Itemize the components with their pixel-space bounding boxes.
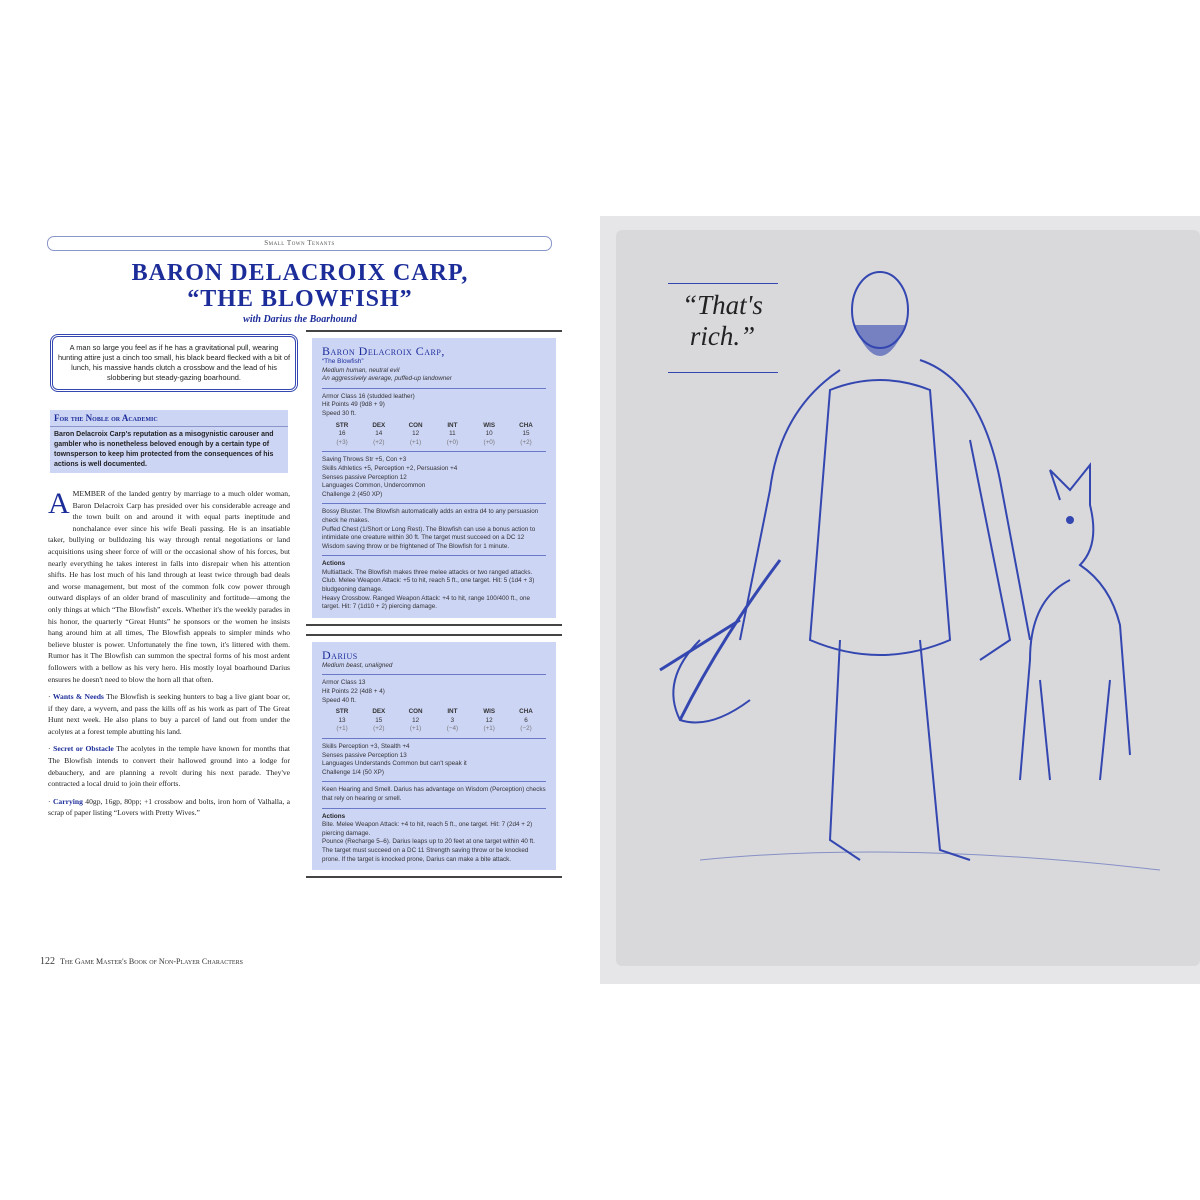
ability-wis [475, 422, 503, 448]
book-title: The Game Master's Book of Non-Player Characters [60, 957, 243, 966]
secret-text: The acolytes in the temple have known for months that The Blowfish intends to convert their hallowed ground into a lodge for debauchery, and are planning a revolt during his next parade. They've contracted a local druid to join their efforts. [48, 744, 291, 789]
ability-name: DEX [372, 421, 386, 429]
stat-epithet: “The Blowfish” [322, 358, 364, 365]
ground-line [700, 852, 1160, 870]
ability-mod: (+0) [483, 438, 495, 446]
speed: Speed 30 ft. [322, 409, 356, 417]
stat-trait: Bossy Bluster. The Blowfish automatically adds an extra d4 to any persuasion check he makes. [322, 508, 539, 524]
stat-detail: Saving Throws Str +5, Con +3 [322, 456, 407, 464]
ability-name: STR [335, 708, 349, 716]
carrying-paragraph: · Carrying 40gp, 16gp, 80pp; +1 crossbow and bolts, iron horn of Valhalla, a scrap of paper listing “Lovers with Pretty Wives.” [48, 796, 290, 818]
stat-action: Club. Melee Weapon Attack: +5 to hit, reach 5 ft., one target. Hit: 5 (1d4 + 3) bludgeoning damage. [322, 577, 535, 594]
ability-name: STR [335, 421, 349, 429]
ability-scores [328, 708, 540, 734]
wants-paragraph: · Wants & Needs The Blowfish is seeking hunters to bag a live giant boar or, if they dare, a wyvern, and pass the kills off as his work as part of The Great Hunt next week. He also plans to buy a parcel of land out from under the acolytes at a forest temple abutting his land. [48, 692, 290, 736]
hit-points: Hit Points 22 (4d8 + 4) [322, 688, 385, 696]
stat-block-darius [312, 642, 556, 870]
body-paragraph: MEMBER of the landed gentry by marriage to a much older woman, Baron Delacroix Carp has presided over his considerable acreage and the town built on and around it with equal parts ineptitude and nonchalance ever since his wife Beali passing. He is an insatiable taker, bullying or bulldozing his way through rental negotiations or land acquisitions using sheer force of will or the occasional show of his forces, but nearly everything he takes interest in falls into disrepair when his attention shifts. He has lost much of his land through at least twice through bad deals and worse management, but most of the common folk cow power through outward displays of an older brand of masculinity and fortitude—among the only things at which “The Blowfish” excels. Whether it's the weekly parades in his honor, the quarterly “Great Hunts” he sponsors or the women he insists hang around him at all times, The Blowfish appeals to simpler minds who believe bluster is power. Unfortunately the fine town, it's littered with them. Rumor has it The Blowfish can summon the spectral forms of his most ardent followers with a bellow as his very hero. His mostly loyal boarhound Darius ensures he doesn't need to blow the horn all that often. [48, 489, 290, 684]
stat-name: Darius [322, 647, 358, 662]
title-line-2: “THE BLOWFISH” [187, 286, 413, 312]
ability-score: 12 [412, 430, 420, 438]
speed: Speed 40 ft. [322, 696, 356, 704]
stat-detail: Challenge 2 (450 XP) [322, 490, 383, 498]
stat-block-baron [312, 338, 556, 618]
stat-detail: Languages Understands Common but can't speak it [322, 760, 467, 768]
stat-detail: Challenge 1/4 (50 XP) [322, 768, 384, 776]
subtitle: with Darius the Boarhound [243, 314, 357, 325]
stat-action: Bite. Melee Weapon Attack: +4 to hit, reach 5 ft., one target. Hit: 7 (2d4 + 2) piercing damage. [322, 821, 533, 837]
ability-mod: (+2) [520, 438, 532, 446]
ability-name: CHA [519, 421, 533, 429]
secret-paragraph: · Secret or Obstacle The acolytes in the temple have known for months that The Blowfish intends to convert their hallowed ground into a lodge for debauchery, and are planning a revolt during his next parade. They've contracted a local druid to join their efforts. [48, 744, 291, 789]
ability-str [328, 708, 356, 734]
ability-score: 15 [375, 716, 383, 724]
page-footer [40, 956, 243, 967]
quote-line-1: “That's [682, 290, 763, 320]
ability-mod: (+2) [373, 725, 385, 733]
ability-int [438, 422, 466, 448]
title-line-1: BARON DELACROIX CARP, [131, 260, 469, 286]
stat-rule-bottom [306, 876, 562, 878]
wants-label: Wants & Needs [52, 692, 104, 702]
ability-mod: (+0) [446, 438, 459, 446]
ability-dex [365, 708, 393, 734]
ability-int [438, 708, 466, 734]
ability-scores [328, 422, 540, 448]
stat-action: Multiattack. The Blowfish makes three melee attacks or two ranged attacks. [322, 568, 533, 576]
ability-cha [512, 708, 540, 734]
ability-score: 6 [524, 716, 528, 724]
ability-mod: (+1) [336, 725, 348, 733]
stat-detail: Skills Athletics +5, Perception +2, Persuasion +4 [322, 464, 458, 472]
stat-block-column [312, 338, 556, 870]
ability-name: INT [447, 708, 458, 716]
sidebar-title: For the Noble or Academic [50, 410, 288, 427]
ability-name: WIS [483, 421, 496, 429]
quote-line-2: rich.” [689, 321, 756, 351]
stat-trait: Keen Hearing and Smell. Darius has advantage on Wisdom (Perception) checks that rely on hearing or smell. [322, 786, 546, 802]
stat-rule-bottom [306, 624, 562, 626]
stat-name: Baron Delacroix Carp, [322, 344, 445, 358]
actions-label: Actions [322, 812, 346, 820]
stat-detail: Senses passive Perception 13 [322, 751, 407, 759]
ability-score: 12 [412, 716, 420, 724]
boarhound-figure [1020, 465, 1130, 780]
ability-mod: (+1) [483, 725, 495, 733]
carrying-text: 40gp, 16gp, 80pp; +1 crossbow and bolts, iron horn of Valhalla, a scrap of paper listing “Lovers with Pretty Wives.” [48, 796, 290, 818]
armor-class: Armor Class 13 [322, 679, 366, 687]
ability-mod: (−2) [520, 725, 532, 733]
stat-action: Heavy Crossbow. Ranged Weapon Attack: +4 to hit, range 100/400 ft., one target. Hit: 7 (1d10 + 2) piercing damage. [322, 594, 530, 611]
ability-score: 10 [485, 430, 493, 438]
read-aloud-box: A man so large you feel as if he has a gravitational pull, wearing hunting attire just a cinch too small, his black beard flecked with a bit of lunch, his massive hands clutch a crossbow and the lead of his slobbering but steady-gazing boarhound. [50, 334, 298, 392]
ability-score: 13 [338, 716, 346, 724]
ability-con [402, 708, 430, 734]
ability-dex [365, 422, 393, 448]
ability-mod: (−4) [446, 725, 459, 733]
stat-flavor: An aggressively average, puffed-up landowner [322, 375, 452, 383]
ability-con [402, 422, 430, 448]
ability-score: 16 [338, 430, 346, 438]
stat-rule-top [306, 330, 562, 332]
ability-score: 14 [375, 430, 383, 438]
hit-points: Hit Points 49 (9d8 + 9) [322, 401, 385, 409]
stat-type: Medium human, neutral evil [322, 366, 400, 374]
ability-cha [512, 422, 540, 448]
ability-mod: (+2) [373, 438, 385, 446]
ability-name: CON [408, 421, 423, 429]
wants-text: The Blowfish is seeking hunters to bag a live giant boar or, if they dare, a wyvern, and pass the kills off as his work as part of The Great Hunt next week. He also plans to buy a parcel of land out from under the acolytes at a forest temple abutting his land. [48, 692, 290, 736]
ability-str [328, 422, 356, 448]
armor-class: Armor Class 16 (studded leather) [322, 392, 415, 400]
ability-name: DEX [372, 708, 386, 716]
ability-name: WIS [483, 708, 496, 716]
body-text [48, 488, 290, 825]
ability-mod: (+3) [336, 438, 348, 446]
ability-score: 11 [449, 430, 456, 438]
stat-trait: Puffed Chest (1/Short or Long Rest). The Blowfish can use a bonus action to intimidate one creature within 30 ft. The target must succeed on a DC 12 Wisdom saving throw or be frightened of The Blowfish for 1 minute. [322, 525, 536, 550]
stat-detail: Languages Common, Undercommon [322, 482, 426, 490]
ability-name: INT [447, 421, 458, 429]
ability-score: 12 [485, 716, 493, 724]
stat-detail: Senses passive Perception 12 [322, 473, 407, 481]
noble-sidebar [50, 410, 288, 473]
blowfish-and-boarhound-illustration [640, 260, 1180, 960]
baron-figure [660, 272, 1030, 860]
page-number: 122 [40, 956, 55, 967]
stat-rule-top [306, 634, 562, 636]
drop-cap: A [48, 487, 70, 520]
actions-label: Actions [322, 560, 346, 568]
left-page [40, 236, 560, 971]
ability-mod: (+1) [409, 438, 422, 446]
ability-score: 3 [450, 716, 455, 724]
section-header: Small Town Tenants [47, 236, 552, 251]
secret-label: Secret or Obstacle [53, 744, 114, 754]
page-title [40, 260, 560, 312]
stat-type: Medium beast, unaligned [322, 661, 393, 669]
ability-mod: (+1) [409, 725, 422, 733]
carrying-label: Carrying [52, 796, 83, 806]
sidebar-text: Baron Delacroix Carp's reputation as a misogynistic carouser and gambler who is nonetheless beloved enough by a certain type of townsperson to keep him protected from the consequences of his actions is well documented. [54, 431, 274, 468]
ability-name: CON [408, 708, 423, 716]
stat-detail: Skills Perception +3, Stealth +4 [322, 743, 410, 750]
ability-name: CHA [519, 708, 533, 716]
ability-wis [475, 708, 503, 734]
stat-action: Pounce (Recharge 5–6). Darius leaps up to 20 feet at one target within 40 ft. The target must succeed on a DC 11 Strength saving throw or be knocked prone. If the target is knocked prone, Darius can make a bite attack. [322, 838, 535, 863]
ability-score: 15 [522, 430, 530, 438]
